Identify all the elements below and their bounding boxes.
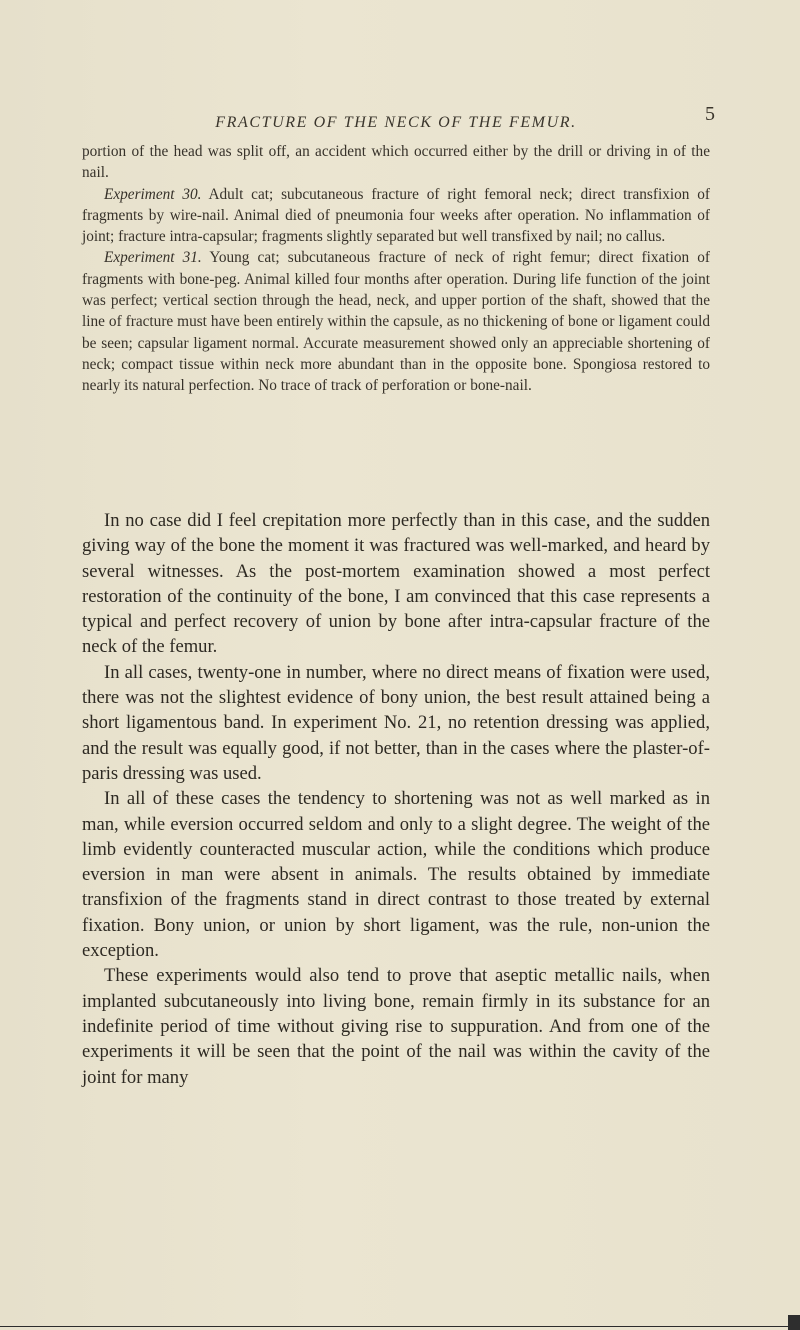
experiment-31-paragraph xyxy=(82,247,710,396)
main-text xyxy=(82,508,710,1090)
experiment-31-label: Experiment 31. xyxy=(104,249,202,267)
page-corner-shadow xyxy=(788,1315,800,1330)
body-paragraph-4: These experiments would also tend to prove that aseptic metallic nails, when implanted subcutaneously into living bone, remain firmly in its substance for an indefinite period of time without giving rise to suppuration. And from one of the experiments it will be seen that the point of the nail was within the cavity of the joint for many xyxy=(82,965,710,1088)
experiment-notes xyxy=(82,141,710,397)
experiment-30-label: Experiment 30. xyxy=(104,185,202,203)
experiment-30-text: Adult cat; subcutaneous fracture of right femoral neck; direct transfixion of fragments by wire-nail. Animal died of pneumonia four weeks after operation. No inflammation of joint; fracture intra-capsular; fragments slightly separated but well transfixed by nail; no callus. xyxy=(82,185,710,246)
body-paragraph-1: In no case did I feel crepitation more perfectly than in this case, and the sudden giving way of the bone the moment it was fractured was well-marked, and heard by several witnesses. As the post-mortem examination showed a most perfect restoration of the continuity of the bone, I am convinced that this case represents a typical and perfect recovery of union by bone after intra-capsular fracture of the neck of the femur. xyxy=(82,510,710,658)
experiment-30-paragraph xyxy=(82,184,710,248)
running-title: FRACTURE OF THE NECK OF THE FEMUR. xyxy=(215,114,577,131)
page-number: 5 xyxy=(705,103,715,125)
page-bottom-edge xyxy=(0,1326,800,1327)
experiment-31-text: Young cat; subcutaneous fracture of neck of right femur; direct fixation of fragments with bone-peg. Animal killed four months after operation. During life function of the joint was perfect; vertical section through the head, neck, and upper portion of the shaft, showed that the line of fracture must have been entirely within the capsule, as no thickening of bone or ligament could be seen; capsular ligament normal. Accurate measurement showed only an appreciable shortening of neck; compact tissue within neck more abundant than in the opposite bone. Spongiosa restored to nearly its natural perfection. No trace of track of perforation or bone-nail. xyxy=(82,249,710,395)
continuation-paragraph: portion of the head was split off, an accident which occurred either by the drill or driving in of the nail. xyxy=(82,143,710,182)
body-paragraph-3: In all of these cases the tendency to shortening was not as well marked as in man, while eversion occurred seldom and only to a slight degree. The weight of the limb evidently counteracted muscular action, while the conditions which produce eversion in man were absent in animals. The results obtained by immediate transfixion of the fragments stand in direct contrast to those treated by external fixation. Bony union, or union by short ligament, was the rule, non-union the exception. xyxy=(82,788,710,962)
body-paragraph-2: In all cases, twenty-one in number, where no direct means of fixation were used, there was not the slightest evidence of bony union, the best result attained being a short ligamentous band. In experiment No. 21, no retention dressing was applied, and the result was equally good, if not better, than in the cases where the plaster-of-paris dressing was used. xyxy=(82,661,710,784)
